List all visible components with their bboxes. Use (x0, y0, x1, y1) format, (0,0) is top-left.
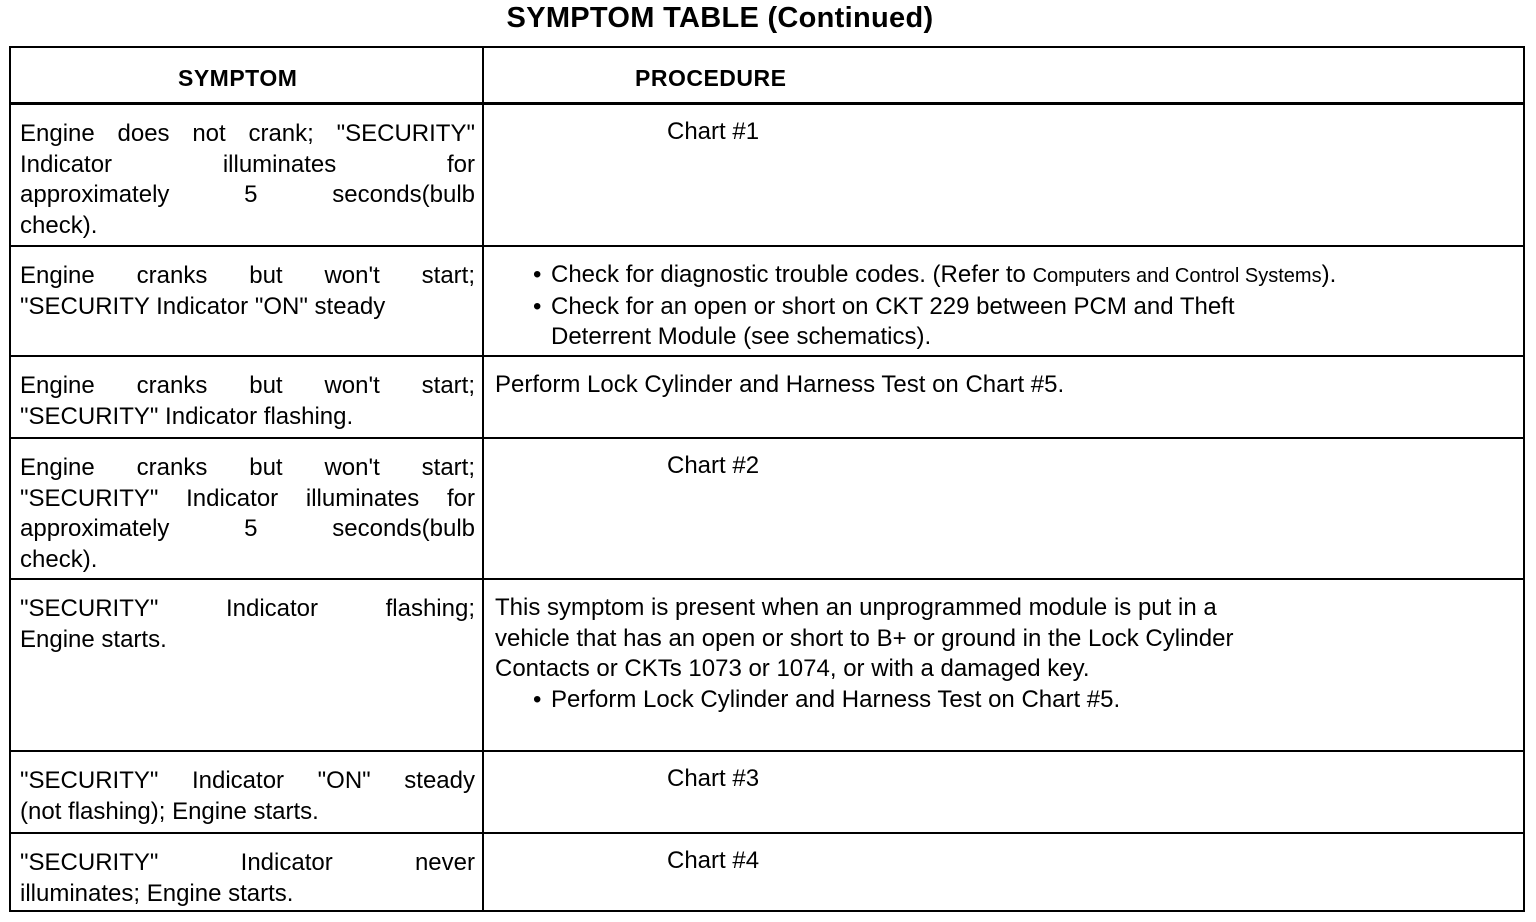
chart-reference: Chart #1 (667, 118, 760, 145)
table-row (11, 439, 1523, 580)
column-divider (482, 580, 484, 750)
column-divider (482, 752, 484, 832)
column-divider (482, 247, 484, 355)
procedure-cell (495, 593, 1515, 715)
symptom-line: Engine starts. (20, 625, 167, 653)
page-title: SYMPTOM TABLE (Continued) (506, 2, 934, 34)
symptom-line: "SECURITY" Indicator "ON" steady (20, 767, 475, 794)
symptom-line: "SECURITY Indicator "ON" steady (20, 292, 386, 320)
symptom-cell (20, 453, 475, 575)
bullet-icon: • (533, 261, 542, 288)
symptom-line: "SECURITY" Indicator flashing. (20, 402, 354, 430)
symptom-cell (20, 119, 475, 241)
symptom-cell (20, 371, 475, 432)
symptom-line: "SECURITY" Indicator illuminates for (20, 484, 475, 512)
procedure-line: vehicle that has an open or short to B+ or ground in the Lock Cylinder (495, 624, 1234, 652)
column-divider (482, 357, 484, 437)
bullet-icon: • (533, 685, 542, 713)
chart-reference: Chart #2 (667, 452, 760, 479)
procedure-cell: Perform Lock Cylinder and Harness Test on Chart #5. (495, 371, 1065, 398)
column-divider (482, 48, 484, 102)
chart-reference: Chart #4 (667, 847, 760, 874)
symptom-line: check). (20, 211, 98, 239)
bullet-icon: • (533, 292, 542, 320)
column-divider (482, 834, 484, 910)
procedure-line: This symptom is present when an unprogrammed module is put in a (495, 594, 1217, 621)
symptom-line: approximately 5 seconds(bulb (20, 515, 475, 542)
table-header-row (11, 48, 1523, 105)
symptom-column-header: SYMPTOM (178, 65, 298, 91)
symptom-line: Engine cranks but won't start; (20, 262, 475, 289)
symptom-line: Engine cranks but won't start; (20, 454, 475, 481)
symptom-line: Engine cranks but won't start; (20, 372, 475, 399)
table-row (11, 357, 1523, 439)
procedure-bullet: • Check for an open or short on CKT 229 between PCM and Theft Deterrent Module (see schematics). (533, 292, 1235, 350)
symptom-cell (20, 848, 475, 909)
symptom-line: illuminates; Engine starts. (20, 879, 294, 907)
symptom-line: check). (20, 545, 98, 573)
chart-reference: Chart #3 (667, 765, 760, 792)
symptom-line: "SECURITY" Indicator never (20, 849, 475, 876)
table-row (11, 752, 1523, 834)
procedure-bullet: • Check for diagnostic trouble codes. (Refer to Computers and Control Systems). (495, 260, 1515, 292)
symptom-cell (20, 594, 475, 655)
procedure-bullet: • Perform Lock Cylinder and Harness Test on Chart #5. (495, 685, 1515, 716)
symptom-line: (not flashing); Engine starts. (20, 797, 319, 825)
table-row (11, 580, 1523, 752)
column-divider (482, 439, 484, 578)
symptom-line: approximately 5 seconds(bulb (20, 181, 475, 208)
table-row (11, 105, 1523, 247)
procedure-column-header: PROCEDURE (635, 65, 787, 91)
procedure-line: Contacts or CKTs 1073 or 1074, or with a damaged key. (495, 655, 1090, 682)
symptom-table (9, 46, 1525, 912)
symptom-cell (20, 261, 475, 322)
symptom-line: Indicator illuminates for (20, 150, 475, 178)
procedure-cell (495, 260, 1515, 353)
symptom-cell (20, 766, 475, 827)
symptom-line: "SECURITY" Indicator flashing; (20, 595, 475, 622)
reference-section: Computers and Control Systems (1032, 265, 1322, 287)
table-row (11, 247, 1523, 357)
symptom-line: Engine does not crank; "SECURITY" (20, 120, 475, 147)
column-divider (482, 105, 484, 245)
table-row (11, 834, 1523, 910)
